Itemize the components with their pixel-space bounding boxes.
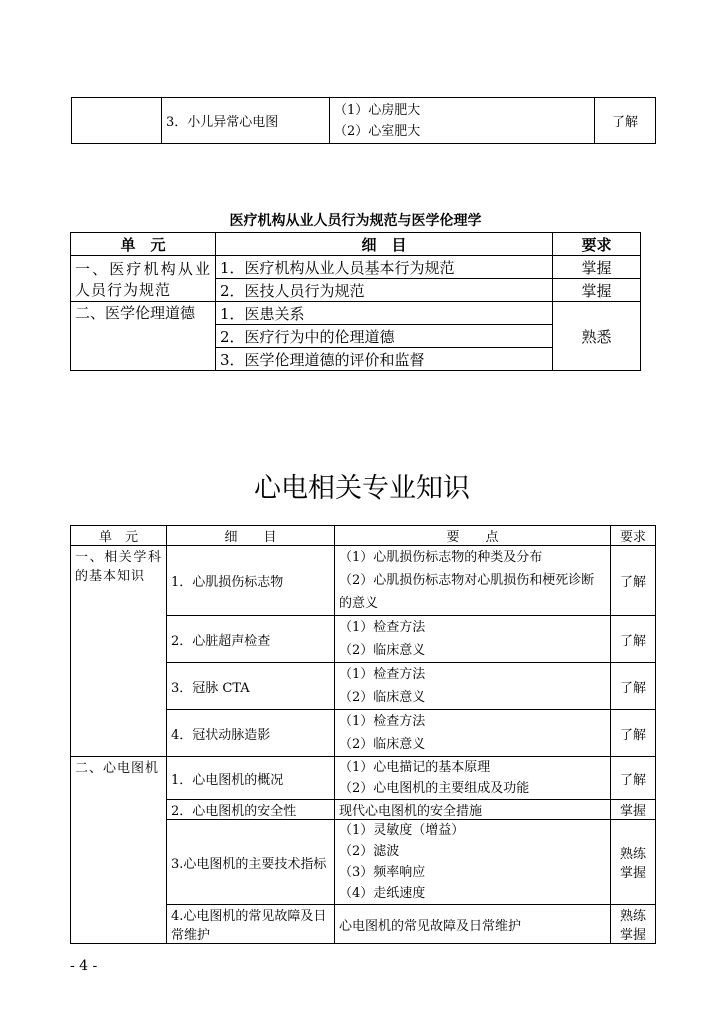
table-row	[72, 98, 656, 144]
continuation-table	[71, 97, 656, 144]
table-cell-detail: 2．心脏超声检查	[167, 616, 335, 663]
point-item: （1）检查方法	[339, 714, 426, 729]
table-cell-req: 熟练掌握	[611, 820, 656, 905]
table-cell-req: 了解	[611, 663, 656, 710]
point-item: （2）临床意义	[339, 643, 426, 658]
table-header-row	[71, 233, 641, 256]
section-title: 心电相关专业知识	[254, 473, 470, 504]
ecg-knowledge-table	[70, 525, 656, 944]
table-cell-req: 掌握	[553, 279, 641, 302]
table-cell-detail: 3．医学伦理道德的评价和监督	[216, 348, 553, 371]
table-cell-req: 熟练掌握	[611, 905, 656, 944]
table-cell-detail: 1．心肌损伤标志物	[167, 546, 335, 616]
table-cell-points	[335, 820, 611, 905]
table-cell-unit	[72, 98, 162, 144]
header-req: 要求	[611, 526, 656, 546]
table-cell-points: 心电图机的常见故障及日常维护	[335, 905, 611, 944]
table-row	[71, 546, 656, 616]
point-item: （1）检查方法	[339, 620, 426, 635]
table-cell-detail: 1．心电图机的概况	[167, 757, 335, 800]
point-item: （2）心室肥大	[334, 123, 421, 139]
point-item: （1）检查方法	[339, 667, 426, 682]
header-points: 要 点	[335, 526, 611, 546]
table-header-row	[71, 526, 656, 546]
table-cell-points: 现代心电图机的安全措施	[335, 800, 611, 820]
table-cell-points	[335, 663, 611, 710]
table-cell-detail: 2．医技人员行为规范	[216, 279, 553, 302]
point-item: （1）心电描记的基本原理	[339, 760, 491, 775]
table-cell-detail: 4.心电图机的常见故障及日常维护	[167, 905, 335, 944]
ethics-table	[70, 232, 641, 371]
table-cell-detail: 2．医疗行为中的伦理道德	[216, 325, 553, 348]
table-row	[71, 757, 656, 800]
point-item: （2）滤波	[339, 844, 400, 859]
point-item: （2）临床意义	[339, 690, 426, 705]
table-cell-req: 了解	[611, 757, 656, 800]
table-cell-detail: 1．医患关系	[216, 302, 553, 325]
point-item: （2）心肌损伤标志物对心肌损伤和梗死诊断的意义	[339, 573, 595, 611]
table-row	[71, 256, 641, 279]
table-row	[71, 302, 641, 325]
table-cell-points	[330, 98, 595, 144]
point-item: （2）临床意义	[339, 737, 426, 752]
point-item: （4）走纸速度	[339, 886, 426, 901]
page-number: - 4 -	[70, 958, 98, 974]
header-detail: 细 目	[167, 526, 335, 546]
table-cell-detail: 3．小儿异常心电图	[162, 98, 330, 144]
section-title: 医疗机构从业人员行为规范与医学伦理学	[229, 213, 482, 229]
table-cell-unit: 一、医疗机构从业人员行为规范	[71, 256, 216, 302]
table-cell-req: 掌握	[553, 256, 641, 279]
table-cell-req: 掌握	[611, 800, 656, 820]
table-cell-points	[335, 546, 611, 616]
header-unit: 单 元	[71, 233, 216, 256]
table-cell-req: 了解	[611, 710, 656, 757]
table-cell-points	[335, 710, 611, 757]
header-detail: 细 目	[216, 233, 553, 256]
table-cell-detail: 3．冠脉 CTA	[167, 663, 335, 710]
point-item: （1）心肌损伤标志物的种类及分布	[339, 550, 543, 565]
table-cell-req: 了解	[595, 98, 656, 144]
point-item: （3）频率响应	[339, 865, 426, 880]
table-cell-detail: 1．医疗机构从业人员基本行为规范	[216, 256, 553, 279]
header-unit: 单 元	[71, 526, 167, 546]
point-item: （1）心房肥大	[334, 102, 421, 118]
table-cell-req: 熟悉	[553, 302, 641, 371]
point-item: （1）灵敏度（增益）	[339, 823, 465, 838]
table-cell-points	[335, 616, 611, 663]
table-cell-points	[335, 757, 611, 800]
table-cell-req: 了解	[611, 616, 656, 663]
table-cell-unit: 二、心电图机	[71, 757, 167, 944]
table-cell-detail: 3.心电图机的主要技术指标	[167, 820, 335, 905]
table-cell-unit: 一、相关学科的基本知识	[71, 546, 167, 757]
table-cell-detail: 4．冠状动脉造影	[167, 710, 335, 757]
header-req: 要求	[553, 233, 641, 256]
table-cell-req: 了解	[611, 546, 656, 616]
point-item: （2）心电图机的主要组成及功能	[339, 781, 530, 796]
table-cell-detail: 2．心电图机的安全性	[167, 800, 335, 820]
table-cell-unit: 二、医学伦理道德	[71, 302, 216, 371]
